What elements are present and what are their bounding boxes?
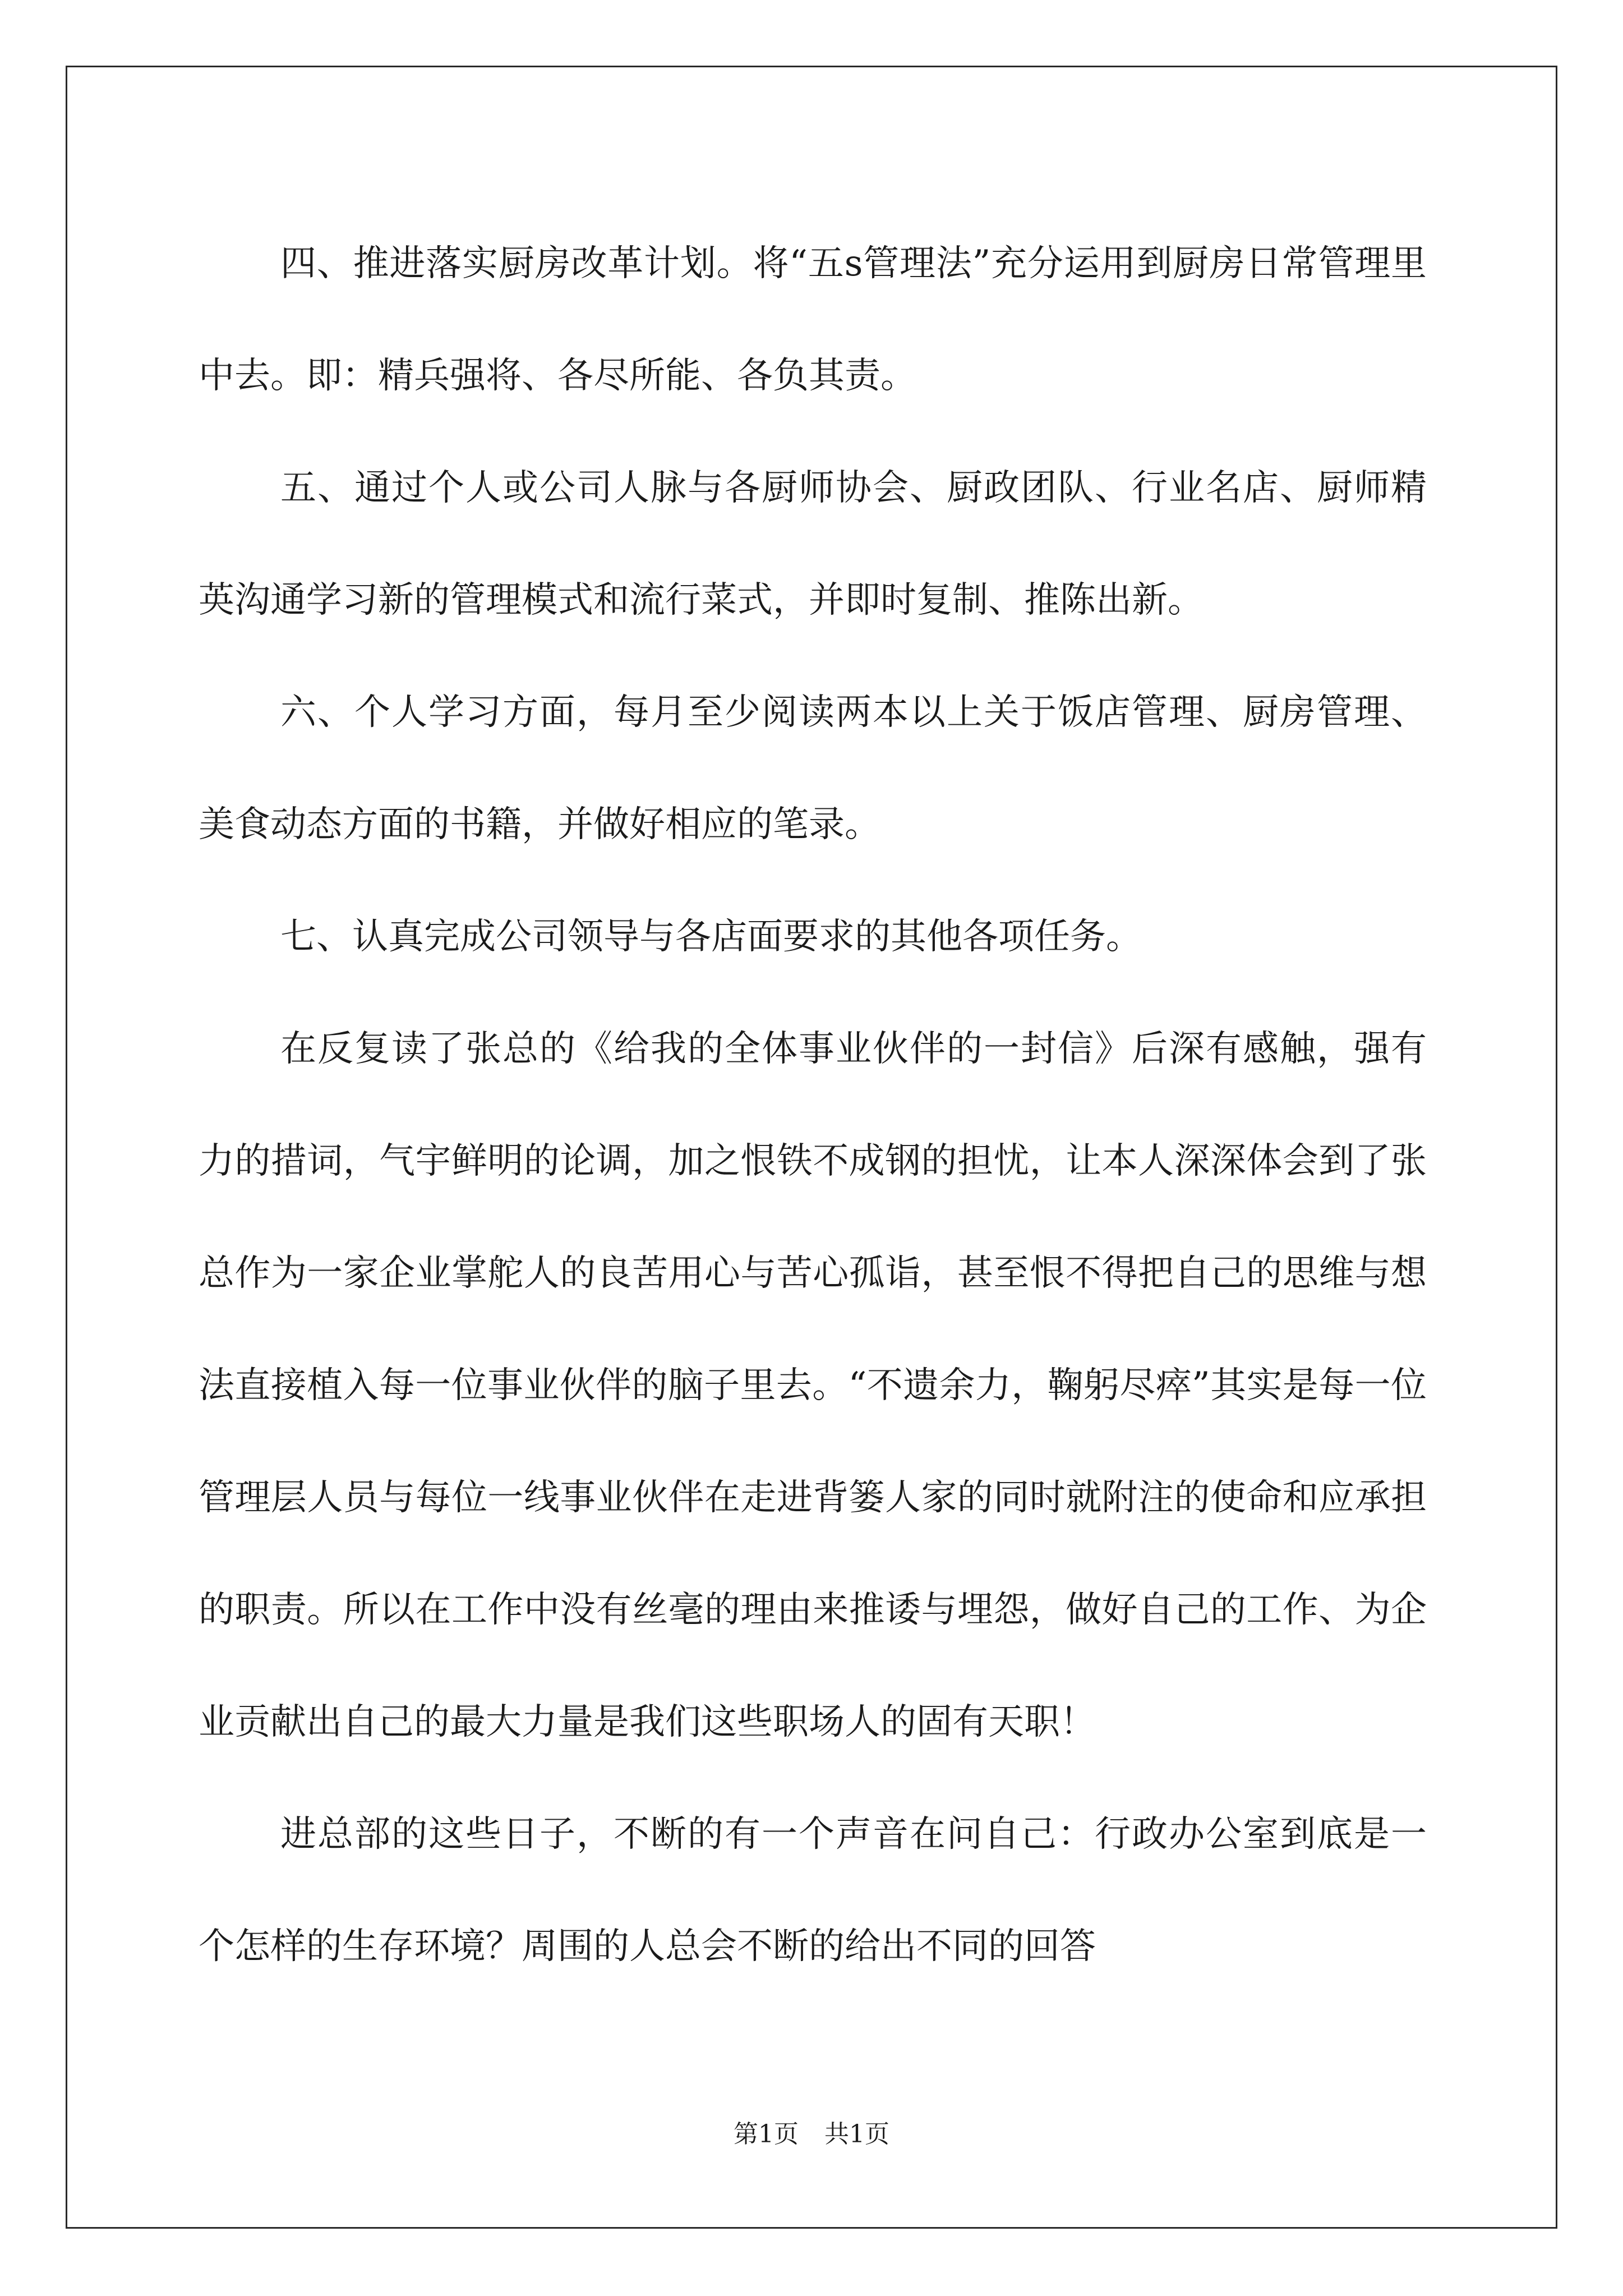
page-footer (0, 2114, 1623, 2150)
paragraph-headquarters: 进总部的这些日子，不断的有一个声音在问自己：行政办公室到底是一个怎样的生存环境？周围的人总会不断的给出不同的回答 (199, 1814, 1427, 1967)
paragraph-personal-study: 六、个人学习方面，每月至少阅读两本以上关于饭店管理、厨房管理、美食动态方面的书籍，并做好相应的笔录。 (199, 692, 1427, 845)
page-number-current: 第1页 (734, 2120, 799, 2148)
paragraph-kitchen-reform: 四、推进落实厨房改革计划。将“五s管理法”充分运用到厨房日常管理里中去。即：精兵强将、各尽所能、各负其责。 (199, 243, 1427, 397)
paragraph-letter-reflection: 在反复读了张总的《给我的全体事业伙伴的一封信》后深有感触，强有力的措词，气宇鲜明的论调，加之恨铁不成钢的担忧，让本人深深体会到了张总作为一家企业掌舵人的良苦用心与苦心孤诣，甚至恨不得把自己的思维与想法直接植入每一位事业伙伴的脑子里去。“不遗余力，鞠躬尽瘁”其实是每一位管理层人员与每位一线事业伙伴在走进背篓人家的同时就附注的使命和应承担的职责。所以在工作中没有丝毫的理由来推诿与埋怨，做好自己的工作、为企业贡献出自己的最大力量是我们这些职场人的固有天职！ (199, 1028, 1427, 1743)
page-number-total: 共1页 (824, 2120, 889, 2148)
document-body (199, 208, 1427, 2003)
paragraph-chef-network: 五、通过个人或公司人脉与各厨师协会、厨政团队、行业名店、厨师精英沟通学习新的管理模式和流行菜式，并即时复制、推陈出新。 (199, 467, 1427, 621)
paragraph-other-tasks: 七、认真完成公司领导与各店面要求的其他各项任务。 (280, 916, 1142, 958)
